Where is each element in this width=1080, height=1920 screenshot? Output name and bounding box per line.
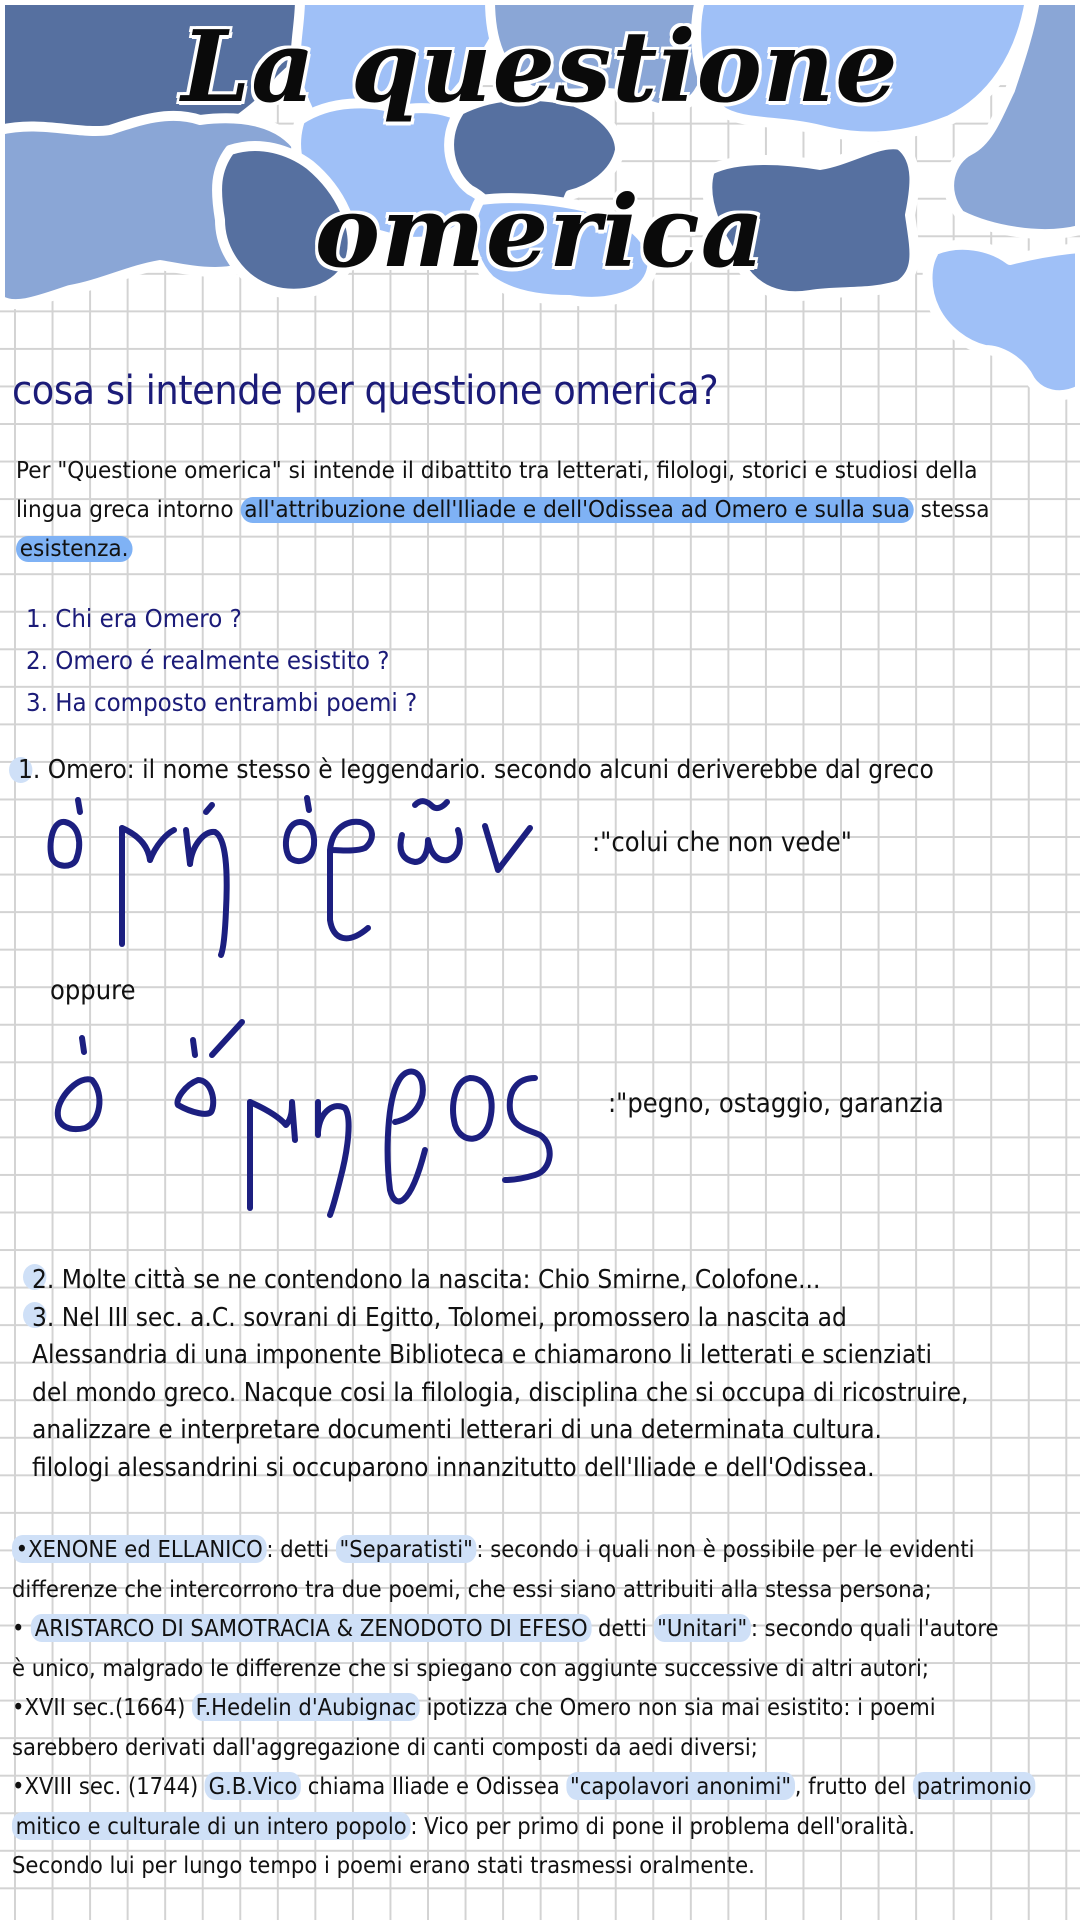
theory-text: detti [591, 1614, 654, 1642]
or-label: oppure [50, 975, 136, 1006]
theory-aubignac [12, 1688, 1035, 1728]
question-item: 2. Omero é realmente esistito ? [26, 646, 390, 675]
theory-text: : detti [266, 1535, 336, 1563]
theory-highlight: •XENONE ed ELLANICO [12, 1535, 266, 1563]
theory-highlight: "Separatisti" [336, 1535, 476, 1563]
theories-list [12, 1530, 1035, 1886]
intro-paragraph [16, 452, 1012, 569]
theory-highlight: "capolavori anonimi" [566, 1772, 794, 1800]
questions-list [26, 598, 417, 724]
answer-1-text [18, 755, 934, 785]
theory-vico [12, 1767, 1035, 1807]
theory-separatisti [12, 1530, 1035, 1570]
answer-3-line: filologi alessandrini si occuparono innanzitutto dell'Iliade e dell'Odissea. [32, 1452, 875, 1483]
answers-2-3 [32, 1262, 968, 1487]
theory-text: • [12, 1614, 32, 1642]
theory-text: , frutto del [794, 1772, 914, 1800]
section-heading: cosa si intende per questione omerica? [12, 368, 719, 414]
theory-text: •XVIII sec. (1744) [12, 1772, 206, 1800]
intro-highlight-existence: esistenza. [16, 536, 132, 562]
greek-word-1-gloss: :"colui che non vede" [592, 827, 852, 858]
theory-text: ipotizza che Omero non sia mai esistito: i poemi [419, 1693, 936, 1721]
title-line-2: omerica [314, 175, 766, 290]
title-line-1: La questione [181, 10, 899, 125]
theory-line: è unico, malgrado le differenze che si spiegano con aggiunte successive di altri autori; [12, 1653, 930, 1682]
question-item: 1. Chi era Omero ? [26, 604, 242, 633]
theory-highlight: G.B.Vico [205, 1772, 301, 1800]
theory-highlight: "Unitari" [654, 1614, 751, 1642]
answer-3-line: Alessandria di una imponente Biblioteca e chiamarono li letterati e scienziati [32, 1340, 933, 1370]
intro-text-part2: stessa [913, 497, 990, 523]
theory-highlight: patrimonio [913, 1772, 1035, 1800]
theory-text: : secondo quali l'autore [750, 1614, 999, 1642]
theory-text: : Vico per primo di pone il problema dell'oralità. [410, 1811, 916, 1840]
theory-line: Secondo lui per lungo tempo i poemi erano stati trasmessi oralmente. [12, 1851, 755, 1879]
theory-unitari [12, 1609, 1035, 1649]
answer-2-text [32, 1262, 968, 1300]
answer-3-line [32, 1300, 968, 1338]
question-item: 3. Ha composto entrambi poemi ? [26, 688, 418, 717]
answer-3-line-text: 3. Nel III sec. a.C. sovrani di Egitto, Tolomei, promossero la nascita ad [32, 1302, 847, 1333]
theory-highlight: mitico e culturale di un intero popolo [12, 1812, 410, 1840]
theory-text: : secondo i quali non è possibile per le evidenti [476, 1535, 975, 1563]
greek-handwriting-o-homeros [30, 1010, 590, 1230]
answer-1-label: 1. Omero: il nome stesso è leggendario. secondo alcuni deriverebbe dal greco [18, 755, 934, 785]
greek-handwriting-o-me-oron [30, 790, 570, 970]
theory-text: chiama Iliade e Odissea [301, 1772, 567, 1800]
header-banner [0, 0, 1080, 410]
theory-line: differenze che intercorrono tra due poemi, che essi siano attribuiti alla stessa persona; [12, 1574, 932, 1603]
theory-line: sarebbero derivati dall'aggregazione di canti composti da aedi diversi; [12, 1732, 758, 1761]
intro-text-part1: Per "Questione omerica" si intende il dibattito tra letterati, filologi, storici e studiosi della lingua greca intorno [16, 458, 978, 523]
greek-word-2-gloss: :"pegno, ostaggio, garanzia [608, 1088, 944, 1119]
theory-text: •XVII sec.(1664) [12, 1693, 193, 1721]
answer-2-label: 2. Molte città se ne contendono la nascita: Chio Smirne, Colofone... [32, 1265, 821, 1295]
answer-3-line: del mondo greco. Nacque cosi la filologia, disciplina che si occupa di ricostruire, [32, 1377, 969, 1408]
answer-3-line: analizzare e interpretare documenti letterari di una determinata cultura. [32, 1415, 882, 1445]
theory-line [12, 1807, 1035, 1847]
theory-highlight: ARISTARCO DI SAMOTRACIA & ZENODOTO DI EFESO [31, 1614, 591, 1642]
intro-highlight: all'attribuzione dell'Iliade e dell'Odissea ad Omero e sulla sua [240, 497, 913, 523]
theory-highlight: F.Hedelin d'Aubignac [192, 1693, 420, 1721]
